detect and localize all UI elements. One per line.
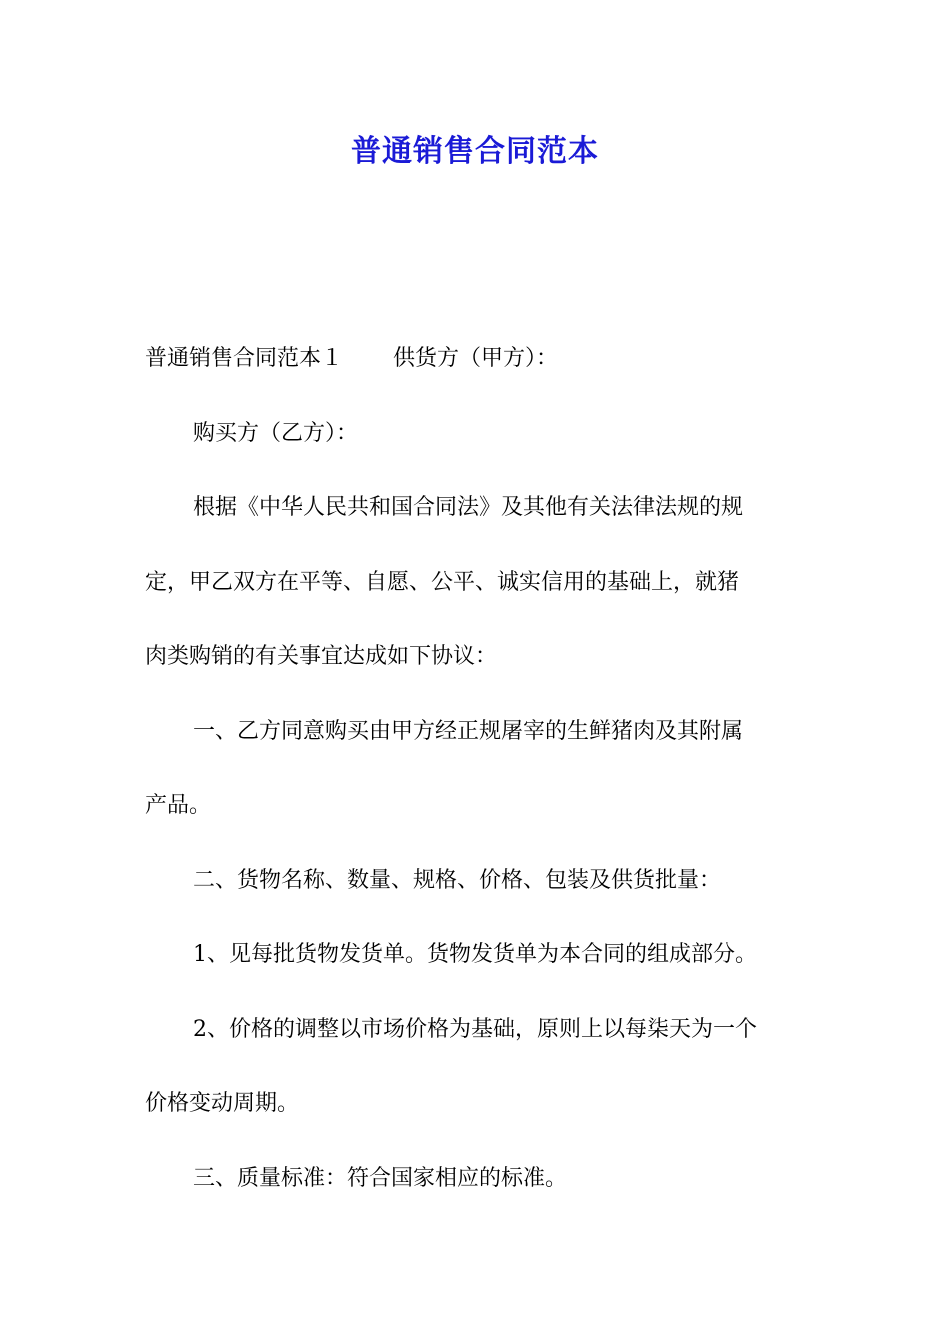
document-title: 普通销售合同范本 <box>351 134 599 169</box>
clause-two-line: 二、货物名称、数量、规格、价格、包装及供货批量： <box>193 867 722 893</box>
paragraph-line: 定，甲乙双方在平等、自愿、公平、诚实信用的基础上，就猪 <box>145 569 740 595</box>
clause-two-item-1: 1、见每批货物发货单。货物发货单为本合同的组成部分。 <box>193 942 757 967</box>
document-body <box>145 335 805 1229</box>
paragraph-line-parties <box>145 335 805 410</box>
clause-two-item-2: 2、价格的调整以市场价格为基础，原则上以每柒天为一个 <box>193 1016 757 1042</box>
paragraph-line: 根据《中华人民共和国合同法》及其他有关法律法规的规 <box>193 495 744 520</box>
clause-two-item-2: 价格变动周期。 <box>145 1091 300 1116</box>
paragraph-line: 肉类购销的有关事宜达成如下协议： <box>145 644 498 669</box>
buyer-label: 购买方（乙方）： <box>193 420 359 446</box>
clause-one-line: 产品。 <box>145 793 212 818</box>
clause-one-line: 一、乙方同意购买由甲方经正规屠宰的生鲜猪肉及其附属 <box>193 718 744 744</box>
clause-three-line: 三、质量标准：符合国家相应的标准。 <box>193 1165 568 1191</box>
contract-heading-inline: 普通销售合同范本１ <box>145 346 344 371</box>
supplier-label: 供货方（甲方）： <box>393 346 559 371</box>
